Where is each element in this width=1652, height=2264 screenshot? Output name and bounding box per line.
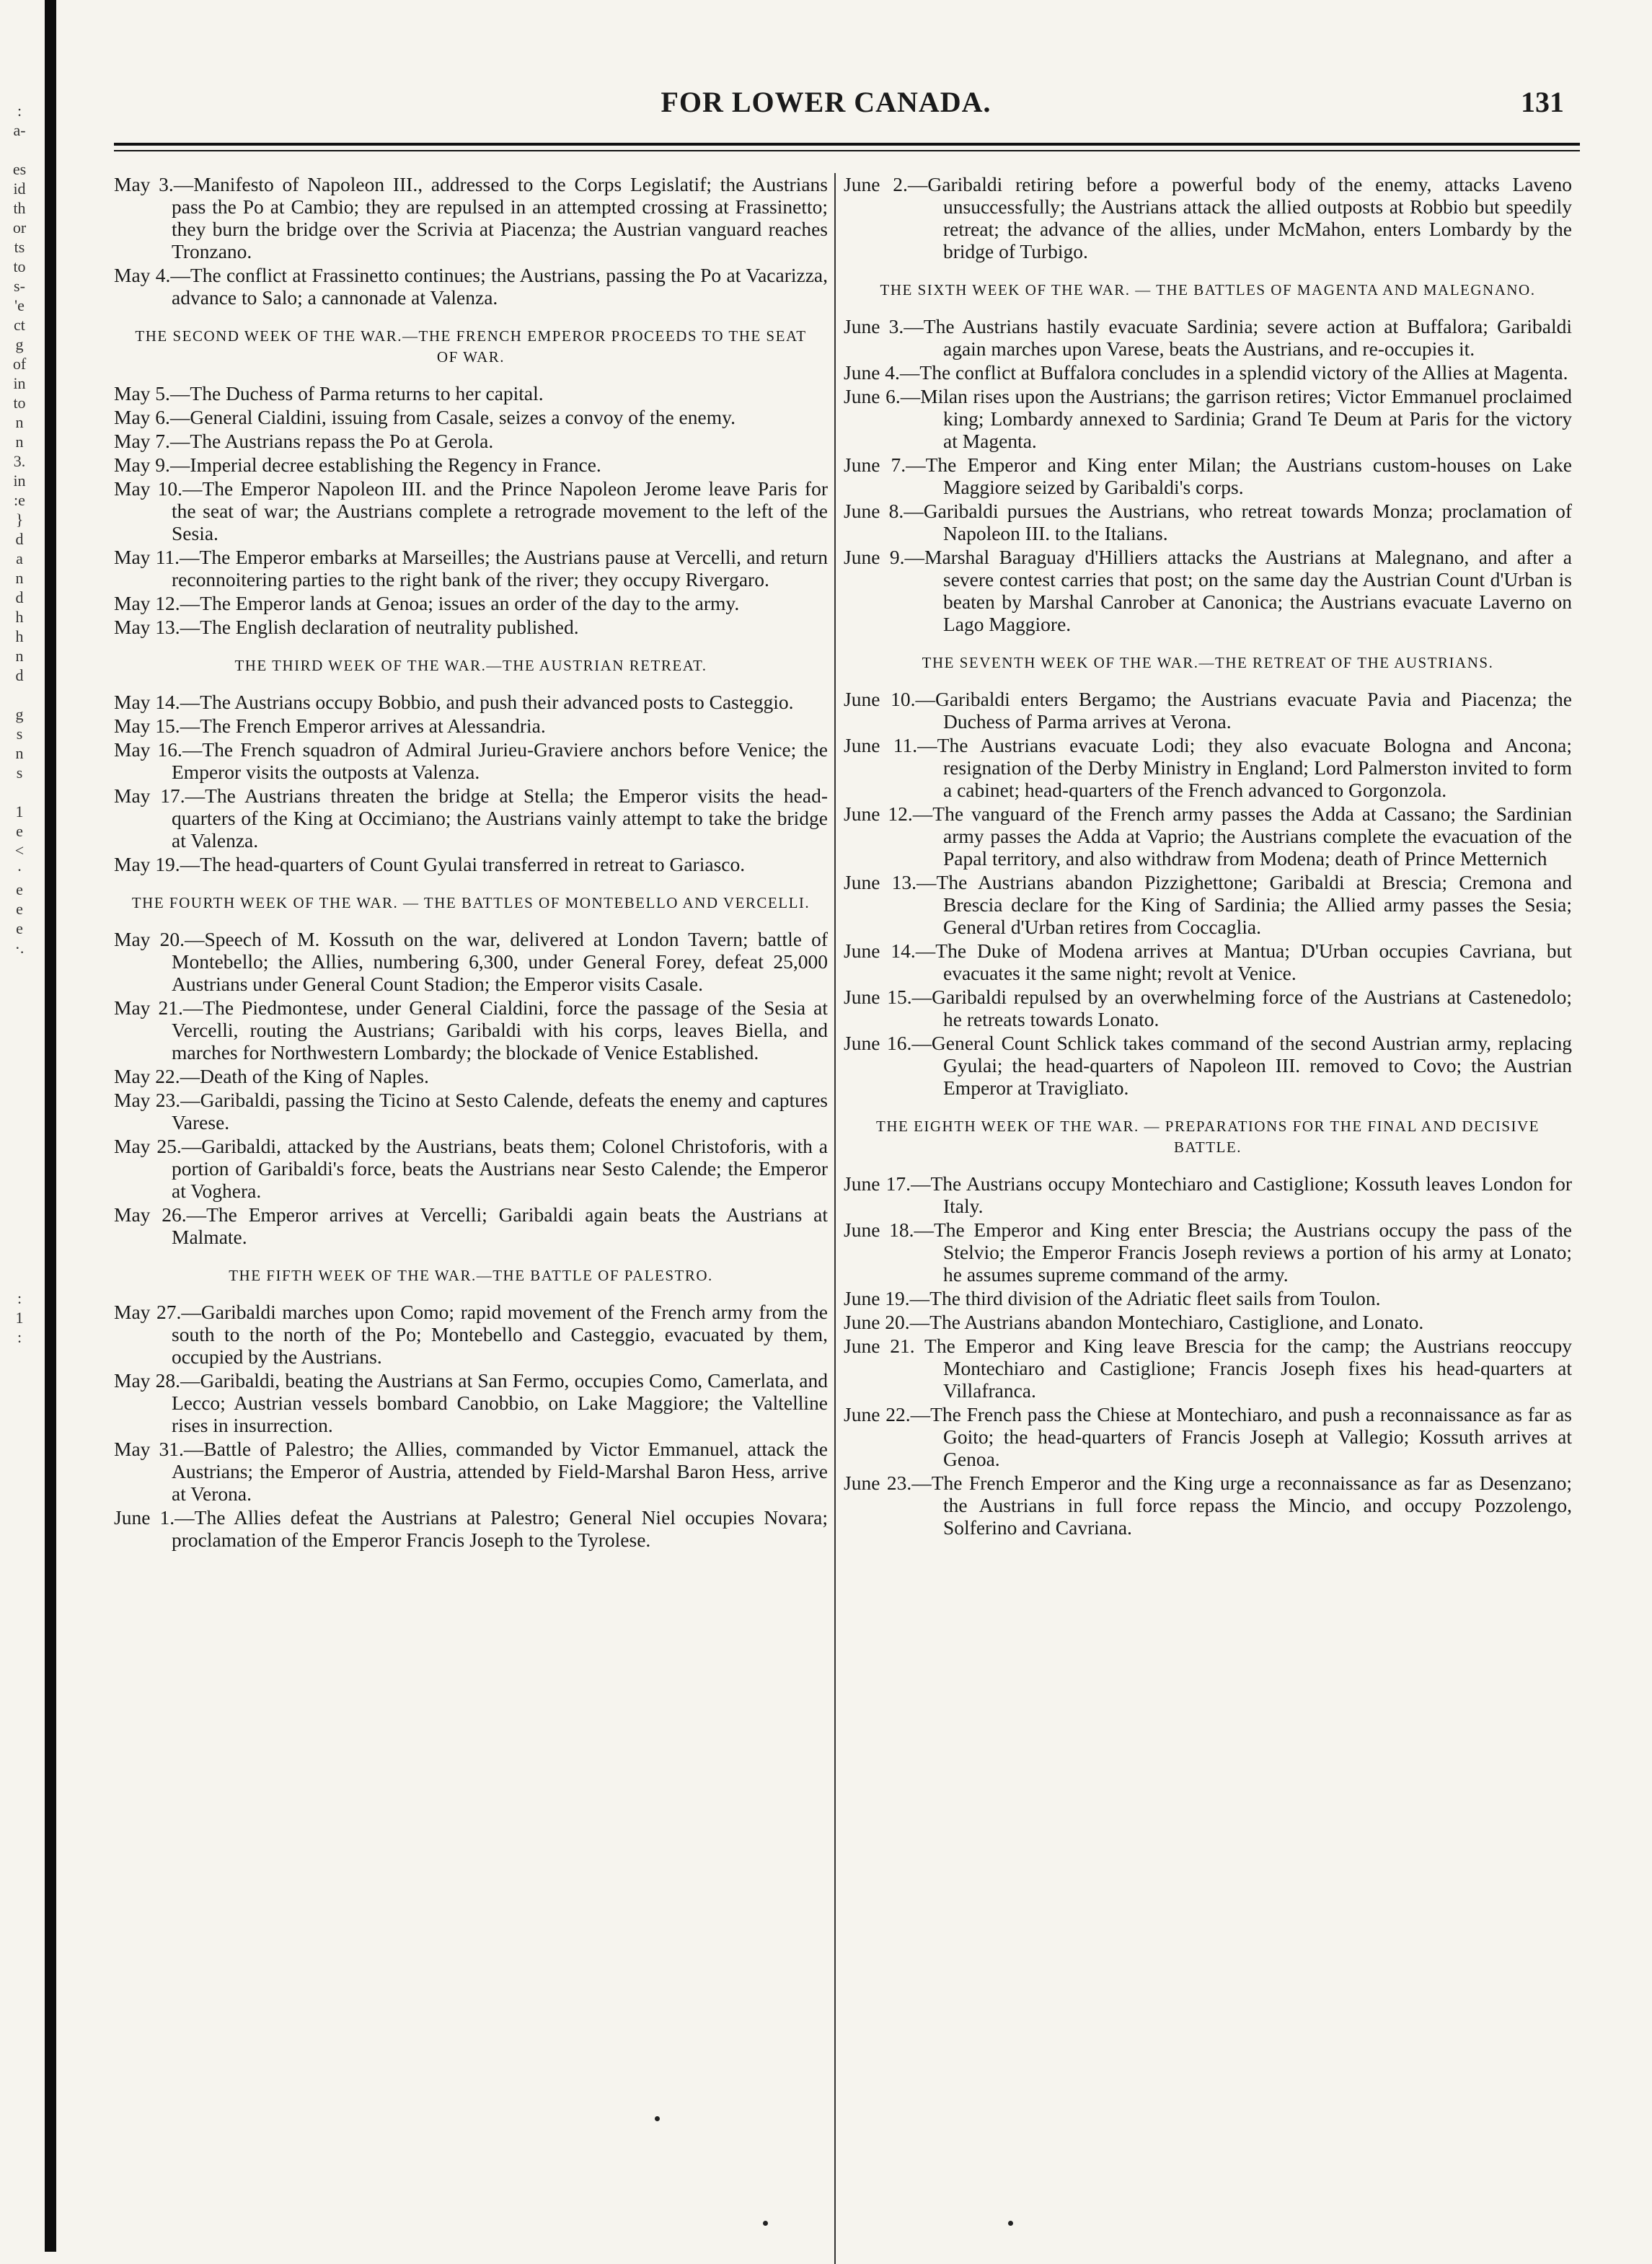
chronology-entry: May 11.—The Emperor embarks at Marseilles; the Austrians pause at Vercelli, and return reconnoitering parties to the right bank of the river; they occupy Rivergaro. <box>114 546 828 591</box>
facing-page-margin <box>0 101 39 1347</box>
margin-fragment <box>0 1152 39 1172</box>
margin-fragment <box>0 1016 39 1035</box>
margin-fragment <box>0 1113 39 1133</box>
margin-fragment: g <box>15 335 24 353</box>
margin-fragment <box>0 1094 39 1113</box>
chronology-entry: May 19.—The head-quarters of Count Gyulai transferred in retreat to Gariasco. <box>114 853 746 875</box>
margin-fragment: in <box>13 472 26 490</box>
section-heading: THE EIGHTH WEEK OF THE WAR. — PREPARATIONS FOR THE FINAL AND DECISIVE BATTLE. <box>876 1118 1540 1156</box>
section-heading: THE FIFTH WEEK OF THE WAR.—THE BATTLE OF PALESTRO. <box>229 1267 713 1284</box>
margin-fragment: } <box>15 510 24 529</box>
margin-fragment: ct <box>14 316 25 334</box>
margin-fragment: a- <box>13 121 26 139</box>
margin-fragment: ts <box>14 238 25 256</box>
margin-fragment <box>0 977 39 996</box>
chronology-entry: June 4.—The conflict at Buffalora concludes in a splendid victory of the Allies at Magenta. <box>844 361 1568 384</box>
chronology-entry: May 31.—Battle of Palestro; the Allies, commanded by Victor Emmanuel, attack the Austrians; the Emperor of Austria, attended by Field-Marshal Baron Hess, arrive at Verona. <box>114 1438 828 1505</box>
margin-fragment <box>0 1230 39 1250</box>
margin-fragment: 1 <box>15 802 24 821</box>
chronology-entry: May 22.—Death of the King of Naples. <box>114 1065 429 1087</box>
margin-fragment: g <box>15 705 24 723</box>
margin-fragment <box>0 1211 39 1230</box>
margin-fragment: : <box>17 1328 22 1346</box>
column-divider <box>834 173 836 2264</box>
chronology-entry: June 2.—Garibaldi retiring before a powerful body of the enemy, attacks Laveno unsuccessfully; the Austrians attack the allied outposts at Robbio but speedily retreat; the advance of the allies, under McMahon, enters Lombardy by the bridge of Turbigo. <box>844 173 1572 262</box>
chronology-entry: June 7.—The Emperor and King enter Milan; the Austrians custom-houses on Lake Maggiore seized by Garibaldi's corps. <box>844 454 1572 498</box>
section-heading: THE SIXTH WEEK OF THE WAR. — THE BATTLES OF MAGENTA AND MALEGNANO. <box>880 281 1536 299</box>
header-rule-thick <box>114 143 1580 146</box>
print-speck <box>655 2116 660 2121</box>
chronology-entry: May 23.—Garibaldi, passing the Ticino at Sesto Calende, defeats the enemy and captures Varese. <box>114 1089 828 1133</box>
chronology-entry: June 22.—The French pass the Chiese at Montechiaro, and push a reconnaissance as far as Goito; the head-quarters of Francis Joseph at Vallegio; Kossuth arrives at Genoa. <box>844 1403 1572 1470</box>
chronology-entry: May 12.—The Emperor lands at Genoa; issues an order of the day to the army. <box>114 592 740 614</box>
margin-fragment <box>0 782 39 802</box>
margin-fragment: n <box>15 433 24 451</box>
margin-fragment: of <box>12 355 27 373</box>
margin-fragment <box>0 140 39 159</box>
margin-fragment: 'e <box>14 296 25 314</box>
print-speck <box>1008 2221 1013 2226</box>
chronology-entry: June 9.—Marshal Baraguay d'Hilliers attacks the Austrians at Malegnano, and after a severe contest carries that post; on the same day the Austrian Count d'Urban is beaten by Marshal Canrober at Canonica; the Austrians evacuate Laverno on Lago Maggiore. <box>844 546 1572 635</box>
margin-fragment: n <box>15 413 24 431</box>
margin-fragment: in <box>13 374 26 392</box>
chronology-entry: May 6.—General Cialdini, issuing from Casale, seizes a convoy of the enemy. <box>114 406 736 428</box>
margin-fragment <box>0 1250 39 1269</box>
chronology-entry: June 11.—The Austrians evacuate Lodi; they also evacuate Bologna and Ancona; resignation of the Derby Ministry in England; Lord Palmerston invited to form a cabinet; head-quarters of the French advanced to Gorgonzola. <box>844 734 1572 801</box>
margin-fragment <box>0 1191 39 1211</box>
chronology-entry: June 8.—Garibaldi pursues the Austrians, who retreat towards Monza; proclamation of Napoleon III. to the Italians. <box>844 500 1572 544</box>
margin-fragment: h <box>15 627 24 645</box>
section-heading: THE SEVENTH WEEK OF THE WAR.—THE RETREAT OF THE AUSTRIANS. <box>922 654 1494 671</box>
chronology-entry: May 26.—The Emperor arrives at Vercelli; Garibaldi again beats the Austrians at Malmate. <box>114 1203 828 1248</box>
margin-fragment <box>0 958 39 977</box>
margin-fragment: e <box>16 822 23 840</box>
section-heading: THE SECOND WEEK OF THE WAR.—THE FRENCH EMPEROR PROCEEDS TO THE SEAT OF WAR. <box>135 327 807 366</box>
margin-fragment: or <box>12 218 27 236</box>
margin-fragment: s <box>16 725 23 743</box>
chronology-entry: June 18.—The Emperor and King enter Brescia; the Austrians occupy the pass of the Stelvio; the Emperor Francis Joseph reviews a portion of his army at Lonato; he assumes supreme command of the army. <box>844 1219 1572 1286</box>
margin-fragment: · <box>17 861 22 879</box>
chronology-entry: June 20.—The Austrians abandon Montechiaro, Castiglione, and Lonato. <box>844 1311 1424 1333</box>
chronology-entry: June 14.—The Duke of Modena arrives at Mantua; D'Urban occupies Cavriana, but evacuates it the same night; revolt at Venice. <box>844 939 1572 984</box>
margin-fragment <box>0 1172 39 1191</box>
running-header-title: FOR LOWER CANADA. <box>661 86 991 118</box>
chronology-entry: May 7.—The Austrians repass the Po at Gerola. <box>114 430 494 452</box>
chronology-entry: May 25.—Garibaldi, attacked by the Austrians, beats them; Colonel Christoforis, with a portion of Garibaldi's force, beats the Austrians near Sesto Calende; the Emperor at Voghera. <box>114 1135 828 1202</box>
chronology-entry: May 16.—The French squadron of Admiral Jurieu-Graviere anchors before Venice; the Emperor visits the outposts at Valenza. <box>114 738 828 783</box>
margin-fragment: 3. <box>13 452 26 470</box>
chronology-entry: May 10.—The Emperor Napoleon III. and the Prince Napoleon Jerome leave Paris for the seat of war; the Austrians complete a retrograde movement to the left of the Sesia. <box>114 477 828 544</box>
chronology-entry: June 12.—The vanguard of the French army passes the Adda at Cassano; the Sardinian army passes the Adda at Vaprio; the Austrians complete the evacuation of the Papal territory, and also withdraw from Modena; death of Prince Metternich <box>844 802 1572 870</box>
margin-fragment: : <box>17 102 22 120</box>
chronology-entry: May 15.—The French Emperor arrives at Alessandria. <box>114 715 546 737</box>
margin-fragment: d <box>15 588 24 606</box>
left-column <box>114 173 828 1552</box>
margin-fragment: to <box>13 394 26 412</box>
margin-fragment <box>0 1269 39 1288</box>
margin-fragment: id <box>13 180 26 198</box>
margin-fragment <box>0 685 39 704</box>
margin-fragment: s- <box>14 277 25 295</box>
margin-fragment <box>0 996 39 1016</box>
chronology-entry: June 3.—The Austrians hastily evacuate Sardinia; severe action at Buffalora; Garibaldi again marches upon Varese, beats the Austrians, and re-occupies it. <box>844 315 1572 360</box>
print-speck <box>763 2221 768 2226</box>
chronology-entry: May 4.—The conflict at Frassinetto continues; the Austrians, passing the Po at Vacarizza, advance to Salo; a cannonade at Valenza. <box>114 264 828 309</box>
margin-fragment: n <box>15 569 24 587</box>
margin-fragment <box>0 1074 39 1094</box>
chronology-entry: May 9.—Imperial decree establishing the Regency in France. <box>114 454 601 476</box>
margin-fragment: d <box>15 666 24 684</box>
chronology-entry: May 14.—The Austrians occupy Bobbio, and push their advanced posts to Casteggio. <box>114 691 794 713</box>
page-number: 131 <box>1521 86 1564 118</box>
margin-fragment: h <box>15 608 24 626</box>
margin-fragment: n <box>15 647 24 665</box>
margin-fragment: : <box>17 1289 22 1307</box>
chronology-entry: June 15.—Garibaldi repulsed by an overwhelming force of the Austrians at Castenedolo; he retreats towards Lonato. <box>844 986 1572 1030</box>
margin-fragment <box>0 1035 39 1055</box>
chronology-entry: June 13.—The Austrians abandon Pizzighettone; Garibaldi at Brescia; Cremona and Brescia declare for the King of Sardinia; the Allied army passes the Sesia; General d'Urban retires from Coccaglia. <box>844 871 1572 938</box>
margin-fragment: to <box>13 257 26 275</box>
chronology-entry: June 23.—The French Emperor and the King urge a reconnaissance as far as Desenzano; the Austrians in full force repass the Mincio, and occupy Pozzolengo, Solferino and Cavriana. <box>844 1472 1572 1539</box>
margin-fragment: < <box>14 841 25 859</box>
margin-fragment: n <box>15 744 24 762</box>
chronology-entry: May 28.—Garibaldi, beating the Austrians at San Fermo, occupies Como, Camerlata, and Lecco; Austrian vessels bombard Canobbio, on Lake Maggiore; the Valtelline rises in insurrection. <box>114 1369 828 1436</box>
margin-fragment: ·. <box>14 939 25 957</box>
chronology-entry: May 20.—Speech of M. Kossuth on the war, delivered at London Tavern; battle of Montebello; the Allies, numbering 6,300, under General Forey, defeat 25,000 Austrians under General Count Stadion; the Emperor visits Casale. <box>114 928 828 995</box>
margin-fragment: a <box>16 549 23 567</box>
chronology-entry: May 17.—The Austrians threaten the bridge at Stella; the Emperor visits the head-quarters of the King at Occimiano; the Austrians vainly attempt to take the bridge at Valenza. <box>114 784 828 852</box>
chronology-entry: June 21. The Emperor and King leave Brescia for the camp; the Austrians reoccupy Montechiaro and Castiglione; Francis Joseph fixes his head-quarters at Villafranca. <box>844 1335 1572 1402</box>
margin-fragment: s <box>16 764 23 782</box>
section-heading: THE FOURTH WEEK OF THE WAR. — THE BATTLES OF MONTEBELLO AND VERCELLI. <box>131 894 810 911</box>
margin-fragment: d <box>15 530 24 548</box>
section-heading: THE THIRD WEEK OF THE WAR.—THE AUSTRIAN RETREAT. <box>234 657 707 674</box>
chronology-entry: May 3.—Manifesto of Napoleon III., addressed to the Corps Legislatif; the Austrians pass the Po at Cambio; they are repulsed in an attempted crossing at Frassinetto; they burn the bridge over the Scrivia at Piacenza; the Austrian vanguard reaches Tronzano. <box>114 173 828 262</box>
header-rule-thin <box>114 150 1580 151</box>
right-column <box>844 173 1572 1540</box>
chronology-entry: May 27.—Garibaldi marches upon Como; rapid movement of the French army from the south to the north of the Po; Montebello and Casteggio, evacuated by them, occupied by the Austrians. <box>114 1301 828 1368</box>
chronology-entry: June 17.—The Austrians occupy Montechiaro and Castiglione; Kossuth leaves London for Italy. <box>844 1172 1572 1217</box>
book-binding-edge <box>45 0 56 2252</box>
chronology-entry: June 19.—The third division of the Adriatic fleet sails from Toulon. <box>844 1287 1381 1309</box>
chronology-entry: June 6.—Milan rises upon the Austrians; the garrison retires; Victor Emmanuel proclaimed king; Lombardy annexed to Sardinia; Grand Te Deum at Paris for the victory at Magenta. <box>844 385 1572 452</box>
chronology-entry: May 13.—The English declaration of neutrality published. <box>114 616 579 638</box>
chronology-entry: May 5.—The Duchess of Parma returns to her capital. <box>114 382 544 404</box>
chronology-entry: May 21.—The Piedmontese, under General Cialdini, force the passage of the Sesia at Vercelli, routing the Austrians; Garibaldi with his corps, leaves Biella, and marches for Northwestern Lombardy; the blockade of Venice Established. <box>114 996 828 1064</box>
margin-fragment: es <box>12 160 27 178</box>
margin-fragment: th <box>13 199 26 217</box>
margin-fragment: :e <box>14 491 25 509</box>
chronology-entry: June 1.—The Allies defeat the Austrians at Palestro; General Niel occupies Novara; proclamation of the Emperor Francis Joseph to the Tyrolese. <box>114 1506 828 1551</box>
chronology-entry: June 16.—General Count Schlick takes command of the second Austrian army, replacing Gyulai; the head-quarters of Napoleon III. removed to Covo; the Austrian Emperor at Travigliato. <box>844 1032 1572 1099</box>
chronology-entry: June 10.—Garibaldi enters Bergamo; the Austrians evacuate Pavia and Piacenza; the Duchess of Parma arrives at Verona. <box>844 688 1572 733</box>
margin-fragment: e <box>16 919 23 937</box>
margin-fragment: e <box>16 880 23 898</box>
margin-fragment <box>0 1133 39 1152</box>
margin-fragment <box>0 1055 39 1074</box>
margin-fragment: 1 <box>15 1309 24 1327</box>
margin-fragment: e <box>16 900 23 918</box>
